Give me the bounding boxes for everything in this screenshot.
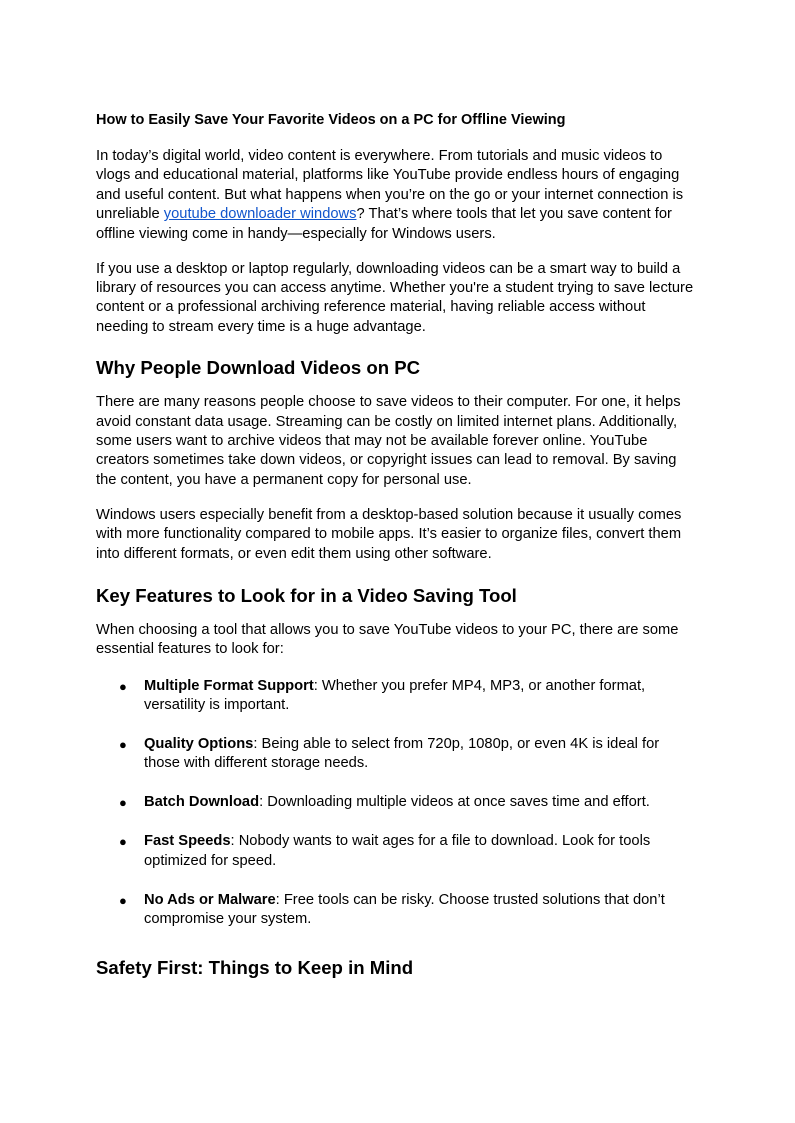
feature-description: : Free tools can be risky. Choose trusted solutions that don’t compromise your system. <box>144 891 665 927</box>
feature-description: : Whether you prefer MP4, MP3, or another format, versatility is important. <box>144 677 646 714</box>
section-heading-key-features: Key Features to Look for in a Video Saving Tool <box>96 584 517 606</box>
key-features-intro: When choosing a tool that allows you to save YouTube videos to your PC, there are some essential features to look for: <box>96 621 679 658</box>
feature-description: : Being able to select from 720p, 1080p, or even 4K is ideal for those with different storage needs. <box>144 736 660 772</box>
intro-paragraph-2: If you use a desktop or laptop regularly, downloading videos can be a smart way to build a library of resources you can access anytime. Whether you're a student trying to save lecture content or a professional archiving reference material, having reliable access without needing to stream every time is a huge advantage. <box>96 260 694 335</box>
section-heading-why-download: Why People Download Videos on PC <box>96 357 421 379</box>
feature-term: Quality Options <box>144 736 254 753</box>
bullet-icon: ● <box>119 834 127 850</box>
feature-term: Fast Speeds <box>144 833 231 850</box>
youtube-downloader-link[interactable]: youtube downloader windows <box>163 206 357 223</box>
list-item <box>96 891 696 930</box>
feature-description: : Downloading multiple videos at once saves time and effort. <box>259 794 650 811</box>
intro-text-after-link: ? That’s where tools that let you save content for offline viewing come in handy—especially for Windows users. <box>96 206 672 242</box>
list-item <box>96 735 696 774</box>
feature-term: Multiple Format Support <box>144 677 314 694</box>
bullet-icon: ● <box>119 892 127 908</box>
bullet-icon: ● <box>119 678 127 694</box>
list-item <box>96 832 696 871</box>
section-heading-safety-first: Safety First: Things to Keep in Mind <box>96 957 414 979</box>
intro-paragraph-1 <box>96 147 696 244</box>
list-item <box>96 793 696 812</box>
bullet-icon: ● <box>119 795 127 811</box>
feature-description: : Nobody wants to wait ages for a file to download. Look for tools optimized for speed. <box>144 833 651 869</box>
bullet-icon: ● <box>119 737 127 753</box>
document-page <box>96 111 696 993</box>
feature-term: Batch Download <box>144 794 260 811</box>
list-item <box>96 677 696 716</box>
document-title: How to Easily Save Your Favorite Videos on a PC for Offline Viewing <box>96 112 566 128</box>
feature-list <box>96 677 696 930</box>
intro-text-before-link: In today’s digital world, video content is everywhere. From tutorials and music videos to vlogs and educational material, platforms like YouTube provide endless hours of engaging and useful content. But what happens when you’re on the go or your internet connection is unreliable <box>96 148 684 223</box>
why-download-paragraph-1: There are many reasons people choose to save videos to their computer. For one, it helps avoid constant data usage. Streaming can be costly on limited internet plans. Additionally, some users want to archive videos that may not be available forever online. YouTube creators sometimes take down videos, or copyright issues can lead to removal. By saving the content, you have a permanent copy for personal use. <box>96 394 681 488</box>
feature-term: No Ads or Malware <box>144 891 276 908</box>
why-download-paragraph-2: Windows users especially benefit from a desktop-based solution because it usually comes with more functionality compared to mobile apps. It’s easier to organize files, convert them into different formats, or even edit them using other software. <box>96 506 682 562</box>
